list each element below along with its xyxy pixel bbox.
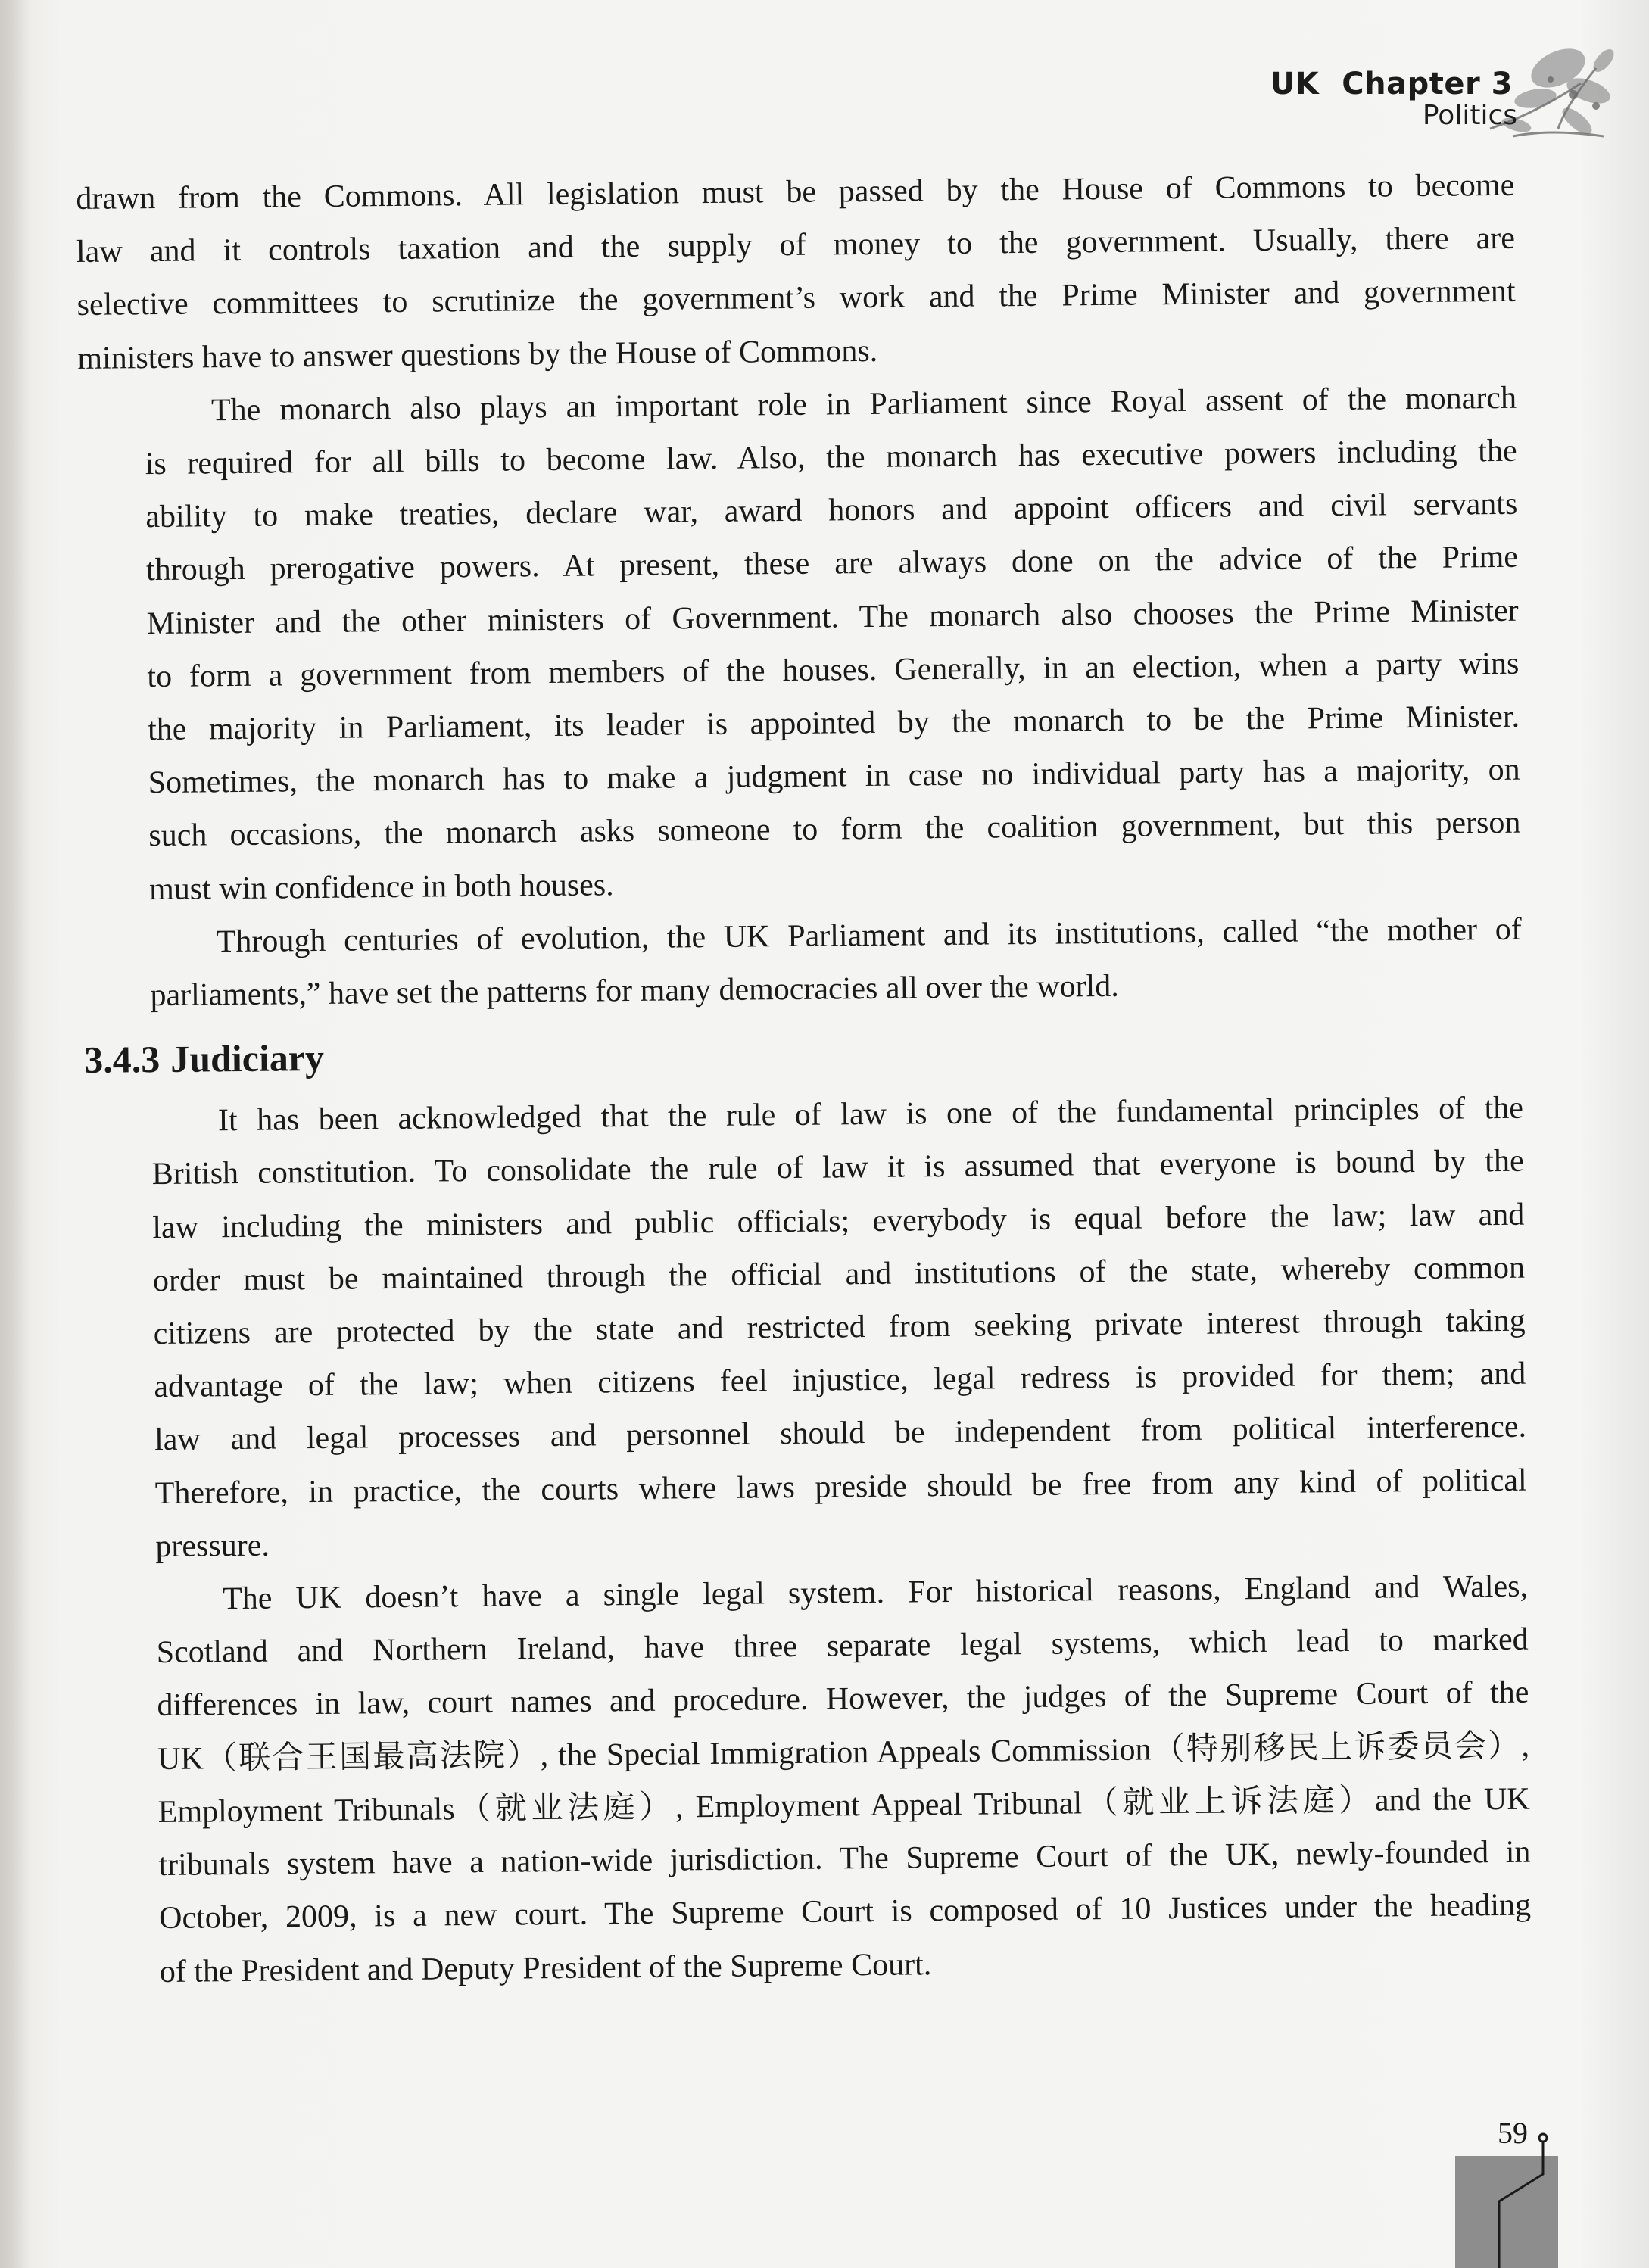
text-line: selective committees to scrutinize the government’s work and the Prime Minister and government: [76, 274, 1516, 323]
running-head: [1270, 67, 1517, 131]
text-line: Minister and the other ministers of Government. The monarch also chooses the Prime Minister: [146, 593, 1519, 641]
text-line: October, 2009, is a new court. The Supreme Court is composed of 10 Justices under the heading: [158, 1887, 1532, 1936]
page-body: [76, 159, 1532, 1999]
text-line: the majority in Parliament, its leader is appointed by the monarch to be the Prime Minister.: [147, 699, 1520, 748]
text-line: Scotland and Northern Ireland, have three separate legal systems, which lead to marked: [156, 1622, 1529, 1671]
text-line: It has been acknowledged that the rule of law is one of the fundamental principles of the: [217, 1090, 1524, 1139]
page-edge-shade: [1581, 0, 1649, 2268]
text-line: law and legal processes and personnel should be independent from political interference.: [154, 1410, 1527, 1458]
paragraph: [83, 903, 1522, 1023]
text-line: ability to make treaties, declare war, award honors and appoint officers and civil servants: [145, 486, 1518, 535]
spine-shadow: [0, 0, 30, 2268]
text-line: must win confidence in both houses.: [148, 867, 614, 907]
text-line: UK（联合王国最高法院）, the Special Immigration Appeals Commission（特别移民上诉委员会）,: [157, 1728, 1530, 1777]
page-number: 59: [1498, 2116, 1528, 2150]
text-line: through prerogative powers. At present, these are always done on the advice of the Prime: [145, 540, 1519, 588]
paragraph: [85, 1082, 1528, 1574]
text-line: advantage of the law; when citizens feel injustice, legal redress is provided for them; and: [154, 1356, 1526, 1405]
text-line: pressure.: [155, 1528, 270, 1564]
text-line: law and it controls taxation and the supply of money to the government. Usually, there are: [76, 220, 1516, 270]
text-line: British constitution. To consolidate the rule of law it is assumed that everyone is bound by the: [151, 1144, 1524, 1192]
text-line: law including the ministers and public officials; everybody is equal before the law; law and: [152, 1197, 1525, 1245]
text-line: Through centuries of evolution, the UK Parliament and its institutions, called “the mother of: [216, 911, 1522, 960]
paragraph: [76, 159, 1517, 385]
text-line: is required for all bills to become law. Also, the monarch has executive powers including the: [145, 433, 1517, 482]
text-line: tribunals system have a nation-wide jurisdiction. The Supreme Court of the UK, newly-founded in: [158, 1834, 1531, 1883]
header-subtitle: Politics: [1422, 100, 1517, 131]
paragraph: [78, 372, 1522, 917]
text-line: Employment Tribunals（就业法庭）, Employment Appeal Tribunal（就业上诉法庭）and the UK: [157, 1781, 1530, 1830]
header-chapter: Chapter 3: [1342, 67, 1513, 101]
text-line: parliaments,” have set the patterns for many democracies all over the world.: [150, 968, 1119, 1014]
text-line: drawn from the Commons. All legislation must be passed by the House of Commons to become: [76, 167, 1515, 217]
section-title: Judiciary: [170, 1036, 325, 1081]
section-heading: [84, 1014, 1523, 1092]
text-line: to form a government from members of the houses. Generally, in an election, when a party wins: [147, 646, 1520, 694]
text-line: The monarch also plays an important role in Parliament since Royal assent of the monarch: [210, 380, 1517, 428]
section-number: 3.4.3: [83, 1038, 161, 1082]
text-line: Therefore, in practice, the courts where laws preside should be free from any kind of political: [154, 1463, 1527, 1511]
text-line: The UK doesn’t have a single legal system. For historical reasons, England and Wales,: [222, 1569, 1529, 1617]
text-line: Sometimes, the monarch has to make a judgment in case no individual party has a majority, on: [148, 752, 1520, 801]
header-country: UK: [1270, 67, 1320, 101]
paragraph: [89, 1560, 1532, 1999]
text-line: ministers have to answer questions by the House of Commons.: [77, 333, 878, 376]
text-line: of the President and Deputy President of the Supreme Court.: [159, 1946, 932, 1989]
text-line: order must be maintained through the official and institutions of the state, whereby common: [152, 1250, 1526, 1298]
text-line: citizens are protected by the state and restricted from seeking private interest through taking: [153, 1303, 1526, 1352]
text-line: differences in law, court names and procedure. However, the judges of the Supreme Court of the: [157, 1675, 1529, 1724]
text-line: such occasions, the monarch asks someone to form the coalition government, but this person: [148, 805, 1521, 854]
